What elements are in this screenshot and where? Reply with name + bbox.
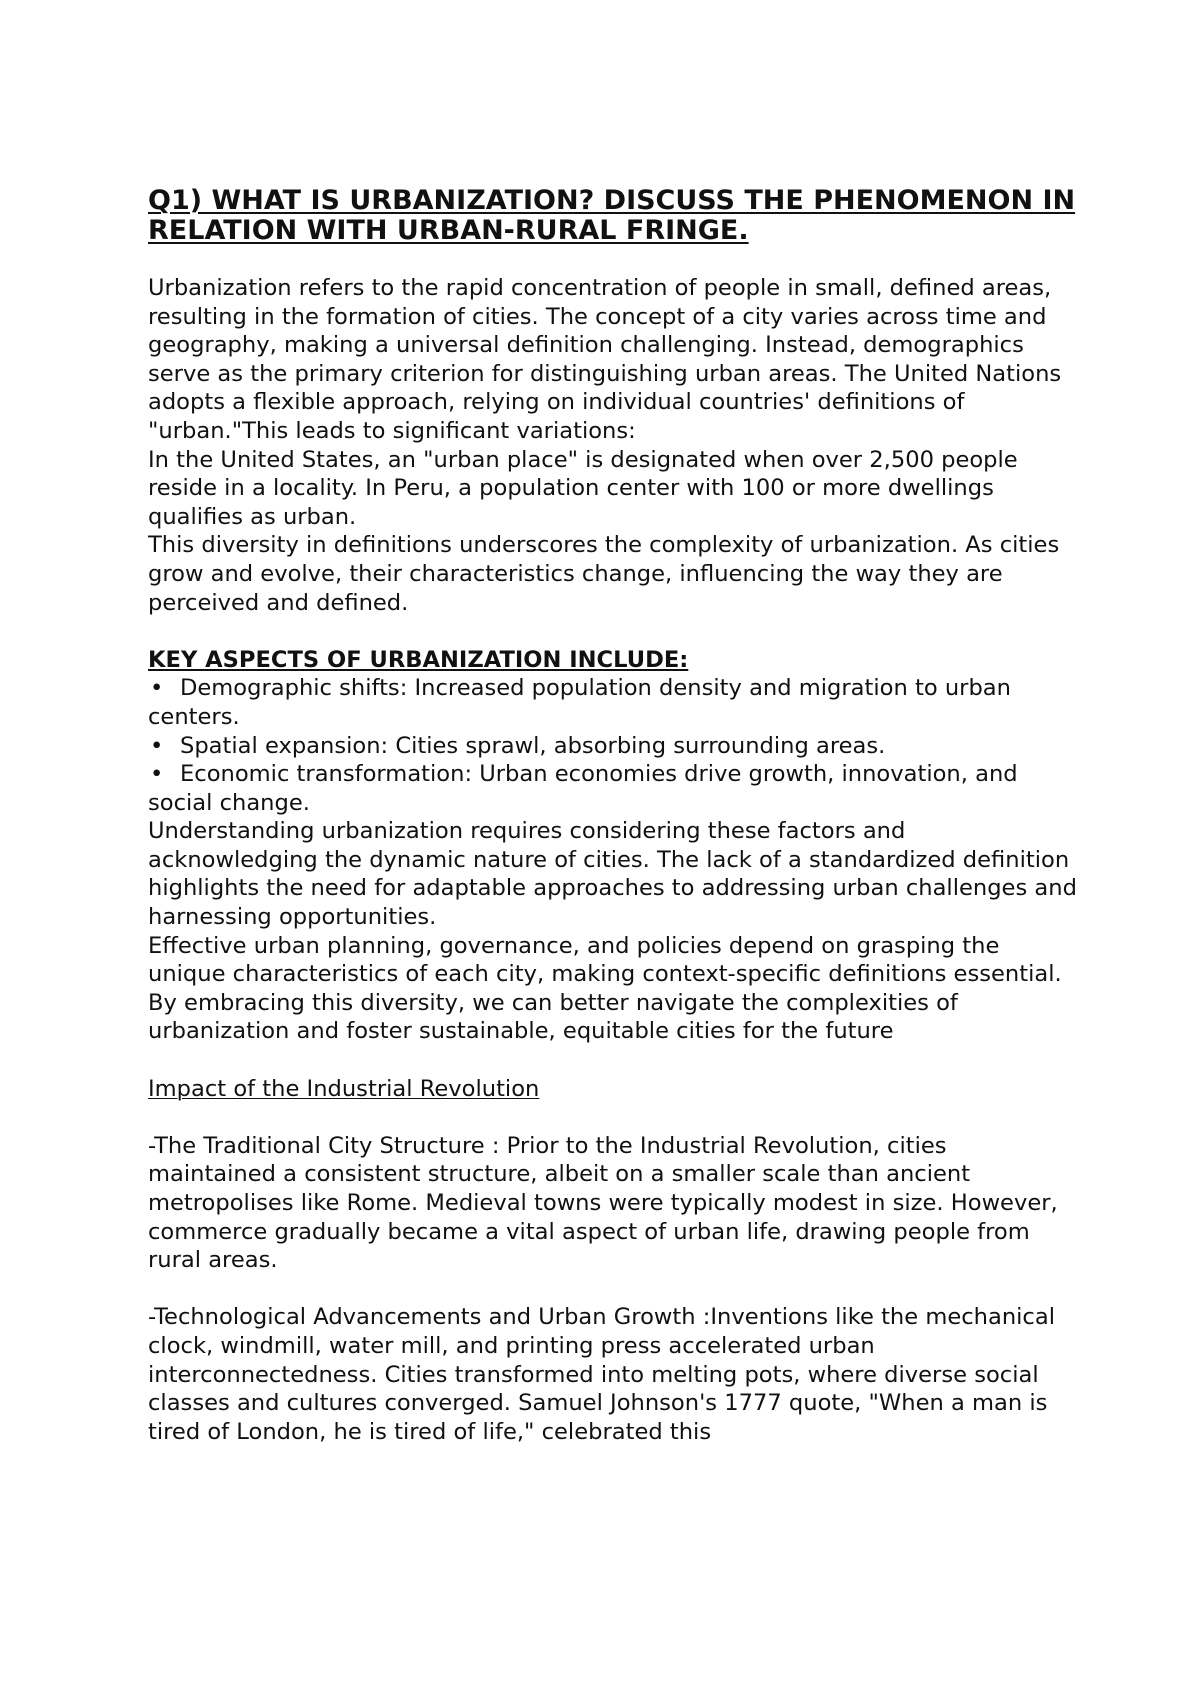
blank-line [148,617,1078,646]
list-item-text: Economic transformation: Urban economies drive growth, innovation, and social change. [148,761,1018,816]
list-item [148,760,1078,817]
key-aspects-list [148,674,1078,817]
document-page [148,186,1078,1446]
intro-paragraph-1: Urbanization refers to the rapid concentration of people in small, defined areas, resulting in the formation of cities. The concept of a city varies across time and geography, making a universal definition challenging. Instead, demographics serve as the primary criterion for distinguishing urban areas. The United Nations adopts a flexible approach, relying on individual countries' definitions of "urban."This leads to significant variations: [148,275,1062,444]
industrial-paragraph-1: -The Traditional City Structure : Prior to the Industrial Revolution, cities maintained a consistent structure, albeit on a smaller scale than ancient metropolises like Rome. Medieval towns were typically modest in size. However, commerce gradually became a vital aspect of urban life, drawing people from rural areas. [148,1132,1058,1274]
blank-line [148,1046,1078,1075]
blank-line [148,1275,1078,1304]
list-item [148,674,1078,731]
list-item-text: Demographic shifts: Increased population density and migration to urban centers. [148,675,1011,730]
intro-paragraph-2: In the United States, an "urban place" is designated when over 2,500 people reside in a locality. In Peru, a population center with 100 or more dwellings qualifies as urban. [148,446,1018,530]
intro-paragraph-3: This diversity in definitions underscores the complexity of urbanization. As cities grow and evolve, their characteristics change, influencing the way they are perceived and defined. [148,532,1060,616]
blank-line [148,1103,1078,1132]
after-list-paragraph-1: Understanding urbanization requires considering these factors and acknowledging the dynamic nature of cities. The lack of a standardized definition highlights the need for adaptable approaches to addressing urban challenges and harnessing opportunities. [148,818,1077,931]
industrial-paragraph-2: -Technological Advancements and Urban Growth :Inventions like the mechanical clock, windmill, water mill, and printing press accelerated urban interconnectedness. Cities transformed into melting pots, where diverse social classes and cultures converged. Samuel Johnson's 1777 quote, "When a man is tired of London, he is tired of life," celebrated this [148,1304,1055,1445]
after-list-paragraph-2: Effective urban planning, governance, and policies depend on grasping the unique characteristics of each city, making context-specific definitions essential. By embracing this diversity, we can better navigate the complexities of urbanization and foster sustainable, equitable cities for the future [148,932,1062,1045]
bullet-icon: • [150,732,164,759]
bullet-icon: • [150,761,164,788]
list-item [148,732,1078,761]
list-item-text: Spatial expansion: Cities sprawl, absorbing surrounding areas. [180,732,886,759]
document-title: Q1) WHAT IS URBANIZATION? DISCUSS THE PHENOMENON IN RELATION WITH URBAN-RURAL FRINGE. [148,185,1076,246]
key-aspects-heading: KEY ASPECTS OF URBANIZATION INCLUDE: [148,646,689,673]
industrial-revolution-heading: Impact of the Industrial Revolution [148,1075,540,1102]
bullet-icon: • [150,675,164,702]
